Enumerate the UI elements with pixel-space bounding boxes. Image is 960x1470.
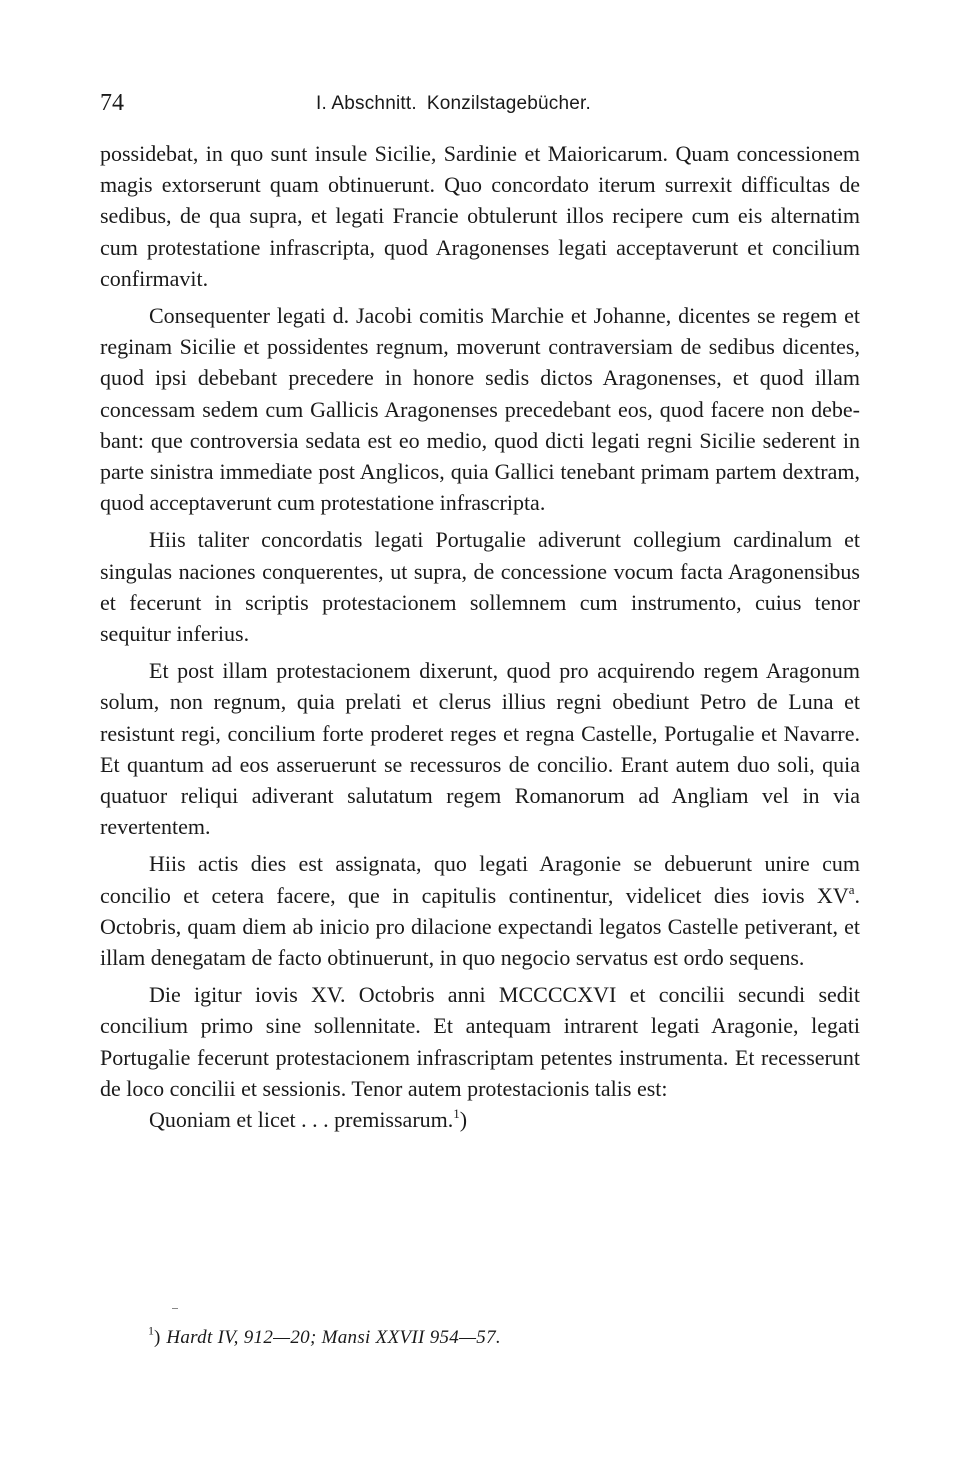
footnote-mark: 1 (148, 1323, 154, 1338)
footnote-reference: 1 (453, 1106, 460, 1121)
footnote (148, 1324, 501, 1352)
superscript-a: a (848, 881, 855, 897)
paragraph-7-text: Quoniam et licet . . . premissarum. (149, 1107, 454, 1133)
paragraph-4: Et post illam protestacionem dixerunt, quod pro acquirendo regem Aragonum solum, non regnum, quia prelati et clerus illius regni obediunt Petro de Luna et resistunt regi, concilium forte proderet reges et regna Castelle, Portugalie et Navarre. Et quantum ad eos asseruerunt se recessuros de concilio. Erant autem duo soli, quia quatuor reliqui adiverant salutatum regem Romanorum ad Angliam vel in via revertentem. (100, 658, 860, 840)
document-page (100, 0, 860, 1470)
page-number: 74 (100, 90, 124, 116)
book-title: Konzilstagebücher. (426, 93, 591, 114)
paragraph-1: possidebat, in quo sunt insule Sicilie, Sardinie et Maioricarum. Quam concessionem magis extorserunt quam obtinuerunt. Quo concordato iterum surrexit difficultas de sedibus, de qua supra, et legati Francie obtulerunt illos recipere cum eis alternatim cum protestatione infrascripta, quod Aragonenses legati acceptaverunt et concilium confirmavit. (100, 141, 860, 291)
section-label: I. Abschnitt. (316, 93, 417, 114)
paragraph-6: Die igitur iovis XV. Octobris anni MCCCCXVI et concilii secundi sedit concilium primo sine sollennitate. Et antequam intrarent legati Aragonie, legati Portugalie fecerunt protestacionem infrascriptam petentes instrumenta. Et recesserunt de loco concilii et sessionis. Tenor autem protestacionis talis est: (100, 982, 860, 1101)
main-text (100, 138, 860, 1135)
paragraph-5-part-1: Hiis actis dies est assignata, quo legati Aragonie se debuerunt unire cum concilio et cetera facere, que in capitulis continentur, videlicet dies iovis XV (100, 851, 860, 908)
page-header (100, 88, 860, 118)
paragraph-7 (100, 1104, 860, 1135)
running-head (316, 90, 591, 118)
footnote-paren: ) (154, 1327, 161, 1348)
footnote-citation: Hardt IV, 912—20; Mansi XXVII 954—57. (166, 1327, 501, 1348)
paragraph-7-close: ) (459, 1107, 468, 1133)
paragraph-5 (100, 848, 860, 973)
paragraph-2: Consequenter legati d. Jacobi comitis Marchie et Johanne, dicentes se regem et reginam Sicilie et possidentes regnum, moverunt contraversiam de sedibus dicentes, quod ipsi debebant precedere in honore sedis dictos Aragonenses, et quod illam concessam sedem cum Gallicis Aragonenses precedebant eos, quod facere non debebant: que controversia sedata est eo medio, quod dicti legati regni Sicilie sederent in parte sinistra immediate post Anglicos, quia Gallici tenebant primam partem dextram, quod acceptaverunt cum protestatione infrascripta. (100, 303, 860, 516)
paragraph-3: Hiis taliter concordatis legati Portugalie adiverunt collegium cardinalum et singulas naciones conquerentes, ut supra, de concessione vocum facta Aragonensibus et fecerunt in scriptis protestacionem sollemnem cum instrumento, cuius tenor sequitur inferius. (100, 527, 860, 647)
footnote-divider (172, 1308, 178, 1309)
paragraph-5-part-2: . Octobris, quam diem ab inicio pro dilacione expectandi legatos Castelle petiverant, et illam denegatam de facto obtinuerunt, in quo negocio servatus est ordo sequens. (100, 882, 860, 971)
